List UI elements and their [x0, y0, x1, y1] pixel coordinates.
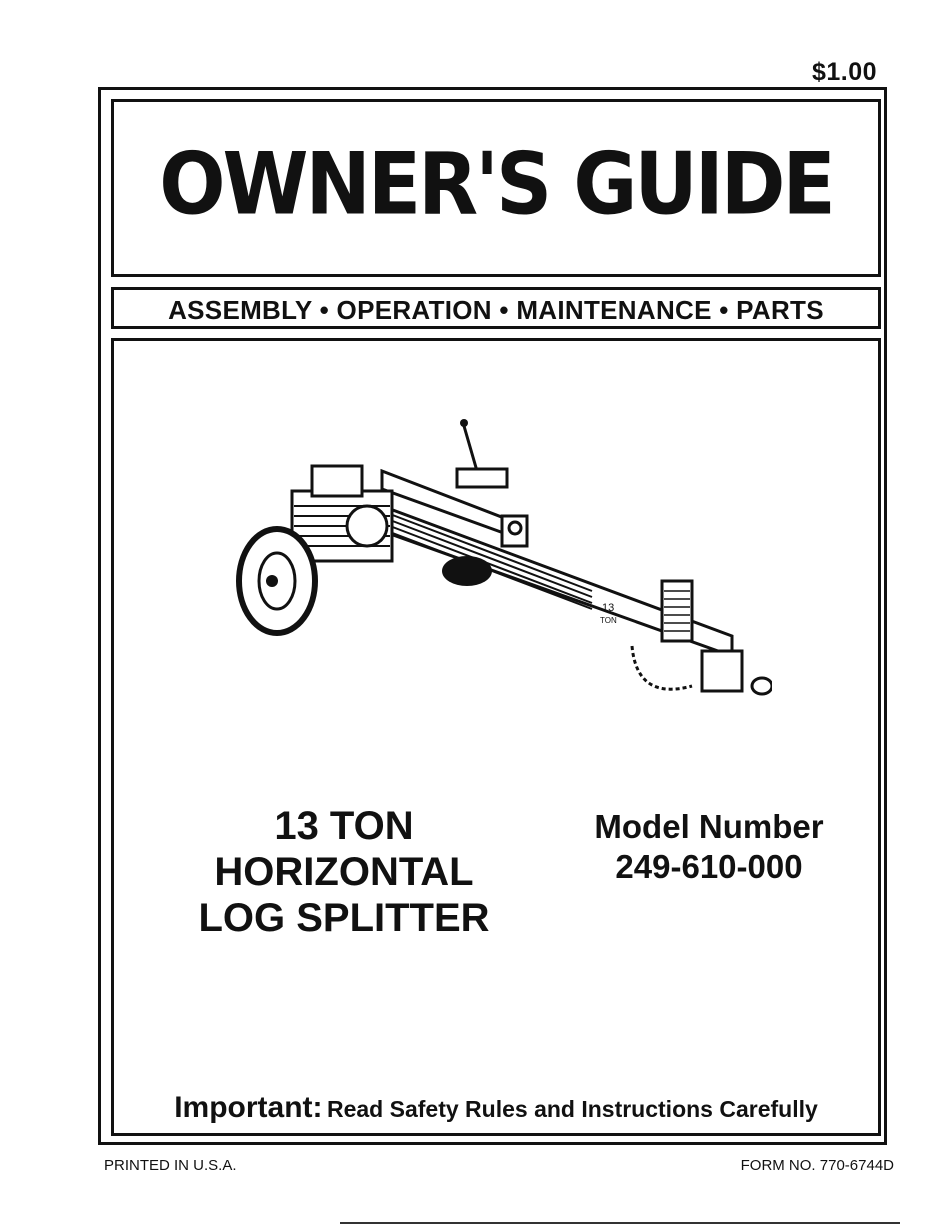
form-number: FORM NO. 770-6744D [740, 1157, 894, 1174]
printed-in-label: PRINTED IN U.S.A. [104, 1157, 237, 1174]
title-box [111, 99, 881, 277]
page-title: OWNER'S GUIDE [159, 135, 833, 235]
subtitle: ASSEMBLY • OPERATION • MAINTENANCE • PARTS [168, 295, 824, 325]
main-content-box [111, 338, 881, 1136]
log-splitter-illustration-icon [232, 411, 772, 711]
product-line-3: LOG SPLITTER [198, 896, 490, 940]
product-name [144, 803, 544, 941]
model-label: Model Number [594, 808, 824, 845]
svg-text:13: 13 [602, 602, 615, 614]
svg-text:TON: TON [600, 616, 617, 625]
model-info [554, 807, 864, 887]
price-label: $1.00 [812, 58, 878, 86]
bottom-rule [340, 1222, 900, 1224]
product-line-2: HORIZONTAL [214, 850, 474, 894]
model-number: 249-610-000 [615, 848, 803, 885]
product-line-1: 13 TON [274, 804, 414, 848]
important-notice [114, 1091, 878, 1125]
important-label: Important: [174, 1091, 323, 1124]
important-text: Read Safety Rules and Instructions Carefully [326, 1096, 818, 1122]
subtitle-box [111, 287, 881, 329]
